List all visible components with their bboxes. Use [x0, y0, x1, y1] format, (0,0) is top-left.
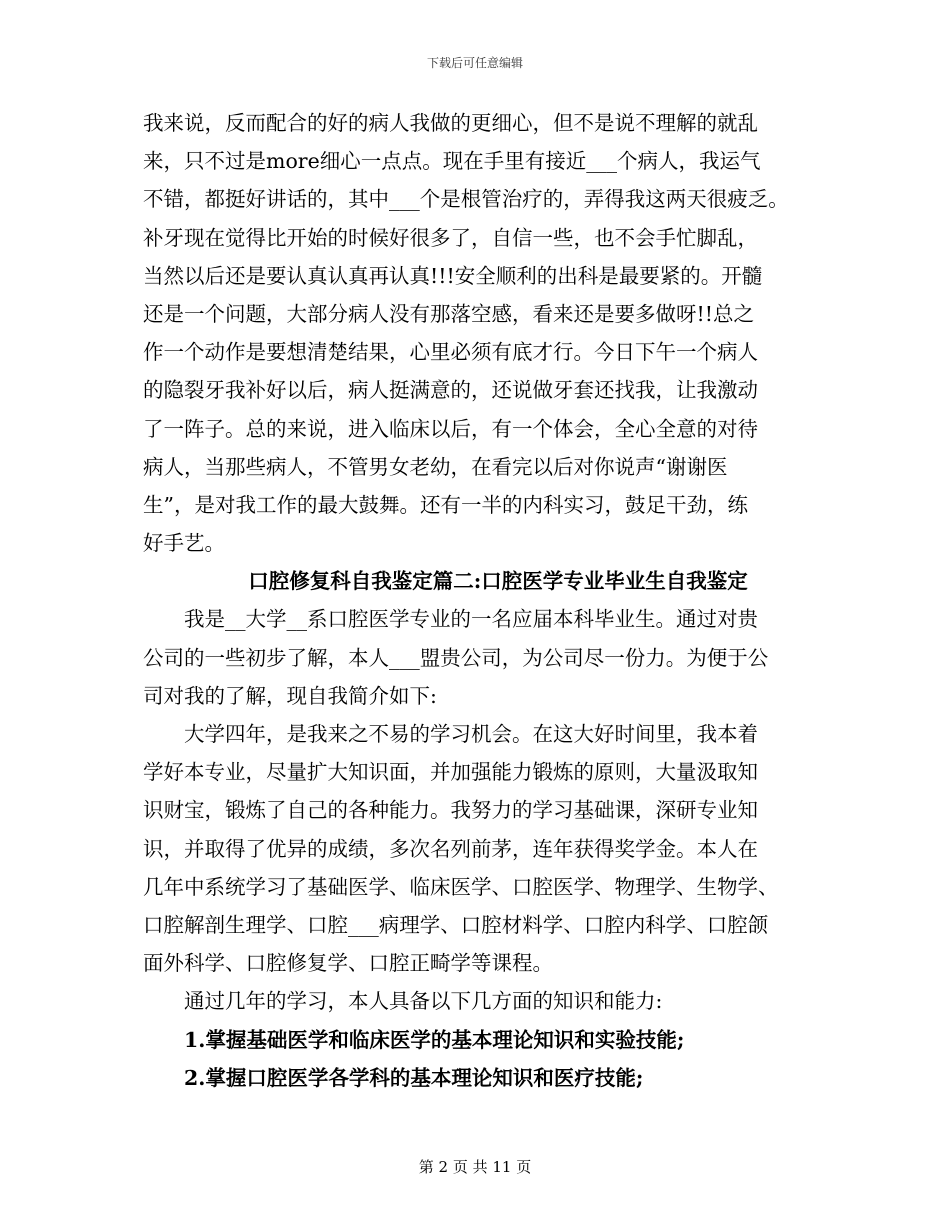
section-title: 口腔修复科自我鉴定篇二:口腔医学专业毕业生自我鉴定: [248, 569, 748, 594]
body-line: 不错，都挺好讲话的，其中___个是根管治疗的，弄得我这两天很疲乏。: [143, 187, 789, 212]
body-line: 还是一个问题，大部分病人没有那落空感，看来还是要多做呀!!总之: [143, 301, 754, 326]
list-item: 2.掌握口腔医学各学科的基本理论知识和医疗技能;: [184, 1065, 644, 1090]
body-line: 学好本专业，尽量扩大知识面，并加强能力锻炼的原则，大量汲取知: [143, 760, 758, 785]
body-line: 补牙现在觉得比开始的时候好很多了，自信一些，也不会手忙脚乱，: [143, 225, 758, 250]
body-line: 识，并取得了优异的成绩，多次名列前茅，连年获得奖学金。本人在: [143, 836, 758, 861]
document-body: [143, 104, 823, 1097]
body-line: 识财宝，锻炼了自己的各种能力。我努力的学习基础课，深研专业知: [143, 798, 758, 823]
body-line: 作一个动作是要想清楚结果，心里必须有底才行。今日下午一个病人: [143, 340, 758, 365]
body-line: 好手艺。: [143, 531, 225, 556]
body-line: 来，只不过是more细心一点点。现在手里有接近___个病人，我运气: [143, 149, 761, 174]
body-line: 我是__大学__系口腔医学专业的一名应届本科毕业生。通过对贵: [184, 607, 758, 632]
body-line: 通过几年的学习，本人具备以下几方面的知识和能力:: [184, 989, 663, 1014]
body-line: 司对我的了解，现自我简介如下:: [143, 683, 437, 708]
body-line: 我来说，反而配合的好的病人我做的更细心，但不是说不理解的就乱: [143, 111, 758, 135]
list-item: 1.掌握基础医学和临床医学的基本理论知识和实验技能;: [184, 1027, 685, 1052]
body-line: 当然以后还是要认真认真再认真!!!安全顺利的出科是最要紧的。开髓: [143, 263, 763, 288]
body-line: 病人，当那些病人，不管男女老幼，在看完以后对你说声“谢谢医: [143, 454, 728, 479]
page-footer: 第 2 页 共 11 页: [418, 1158, 532, 1176]
body-line: 口腔解剖生理学、口腔___病理学、口腔材料学、口腔内科学、口腔颌: [143, 912, 769, 937]
body-line: 公司的一些初步了解，本人___盟贵公司，为公司尽一份力。为便于公: [143, 645, 769, 670]
page-header: 下载后可任意编辑: [426, 56, 523, 70]
body-line: 了一阵子。总的来说，进入临床以后，有一个体会，全心全意的对待: [143, 416, 758, 441]
body-line: 几年中系统学习了基础医学、临床医学、口腔医学、物理学、生物学、: [143, 874, 779, 899]
body-line: 的隐裂牙我补好以后，病人挺满意的，还说做牙套还找我，让我激动: [143, 378, 758, 403]
body-line: 大学四年，是我来之不易的学习机会。在这大好时间里，我本着: [184, 722, 758, 746]
body-line: 生”，是对我工作的最大鼓舞。还有一半的内科实习，鼓足干劲，练: [143, 492, 748, 517]
body-line: 面外科学、口腔修复学、口腔正畸学等课程。: [143, 951, 553, 976]
